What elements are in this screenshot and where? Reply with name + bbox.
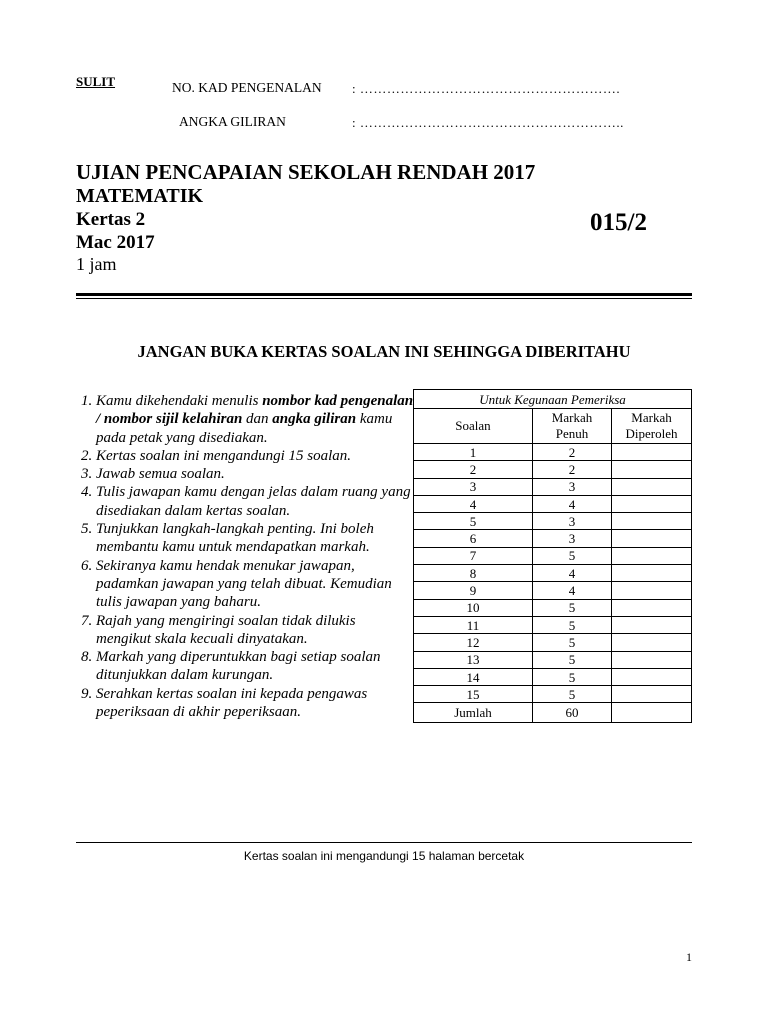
full-marks-cell: 5 (533, 599, 612, 616)
total-obtained-cell[interactable] (612, 703, 692, 723)
question-number-cell: 10 (414, 599, 533, 616)
obtained-marks-cell[interactable] (612, 444, 692, 461)
instruction-emphasis: angka giliran (272, 411, 357, 428)
table-row (414, 495, 692, 512)
question-number-cell: 2 (414, 461, 533, 478)
full-marks-cell: 3 (533, 530, 612, 547)
subject-title: MATEMATIK (76, 185, 204, 207)
question-number-cell: 13 (414, 651, 533, 668)
question-number-cell: 11 (414, 616, 533, 633)
obtained-marks-cell[interactable] (612, 616, 692, 633)
instruction-emphasis: nombor kad pengenalan / nombor sijil kelahiran (96, 393, 414, 428)
obtained-marks-cell[interactable] (612, 478, 692, 495)
instruction-item (96, 612, 414, 649)
question-number-cell: 14 (414, 668, 533, 685)
header-divider-thin (76, 298, 692, 299)
full-marks-cell: 3 (533, 513, 612, 530)
exam-duration: 1 jam (76, 254, 117, 274)
table-row (414, 582, 692, 599)
full-marks-cell: 4 (533, 495, 612, 512)
col-header-obtained-line1: Markah (631, 410, 672, 425)
obtained-marks-cell[interactable] (612, 599, 692, 616)
full-marks-cell: 5 (533, 547, 612, 564)
question-number-cell: 5 (414, 513, 533, 530)
id-number-label: NO. KAD PENGENALAN (172, 80, 322, 95)
total-label-cell: Jumlah (414, 703, 533, 723)
question-number-cell: 9 (414, 582, 533, 599)
question-number-cell: 1 (414, 444, 533, 461)
instruction-text: Rajah yang mengiringi soalan tidak dilukis mengikut skala kecuali dinyatakan. (96, 612, 356, 647)
full-marks-cell: 5 (533, 686, 612, 703)
total-value-cell: 60 (533, 703, 612, 723)
instruction-item (96, 557, 414, 612)
obtained-marks-cell[interactable] (612, 547, 692, 564)
question-number-cell: 4 (414, 495, 533, 512)
instructions-list (76, 392, 414, 721)
turn-number-field[interactable]: : ………………………………………………….. (352, 115, 624, 130)
question-number-cell: 6 (414, 530, 533, 547)
instruction-text: Jawab semua soalan. (96, 466, 225, 483)
total-row (414, 703, 692, 723)
instruction-item (96, 520, 414, 557)
question-number-cell: 3 (414, 478, 533, 495)
col-header-obtained-line2: Diperoleh (625, 426, 678, 441)
full-marks-cell: 5 (533, 616, 612, 633)
examiner-table (413, 389, 692, 723)
obtained-marks-cell[interactable] (612, 513, 692, 530)
table-row (414, 478, 692, 495)
obtained-marks-cell[interactable] (612, 565, 692, 582)
full-marks-cell: 5 (533, 634, 612, 651)
table-row (414, 599, 692, 616)
instruction-text: Serahkan kertas soalan ini kepada pengawas peperiksaan di akhir peperiksaan. (96, 685, 368, 721)
table-caption: Untuk Kegunaan Pemeriksa (414, 390, 692, 409)
paper-code: 015/2 (590, 209, 647, 236)
instruction-item (96, 465, 414, 483)
full-marks-cell: 4 (533, 582, 612, 599)
instruction-text: Tulis jawapan kamu dengan jelas dalam ruang yang disediakan dalam kertas soalan. (96, 484, 411, 519)
table-row (414, 616, 692, 633)
col-header-full-marks-line2: Penuh (555, 426, 589, 441)
instruction-text: Kamu dikehendaki menulis (96, 393, 263, 409)
instruction-text: kamu pada petak yang disediakan. (96, 411, 393, 446)
table-row (414, 444, 692, 461)
table-row (414, 530, 692, 547)
col-header-obtained-marks (612, 409, 692, 444)
obtained-marks-cell[interactable] (612, 530, 692, 547)
table-row (414, 651, 692, 668)
paper-number: Kertas 2 (76, 209, 146, 230)
instruction-item (96, 483, 414, 520)
exam-title: UJIAN PENCAPAIAN SEKOLAH RENDAH 2017 (76, 160, 536, 184)
full-marks-cell: 5 (533, 651, 612, 668)
table-row (414, 547, 692, 564)
obtained-marks-cell[interactable] (612, 634, 692, 651)
instruction-text: Sekiranya kamu hendak menukar jawapan, padamkan jawapan yang telah dibuat. Kemudian tulis jawapan yang baharu. (96, 557, 392, 611)
full-marks-cell: 2 (533, 461, 612, 478)
obtained-marks-cell[interactable] (612, 582, 692, 599)
instruction-text: Markah yang diperuntukkan bagi setiap soalan ditunjukkan dalam kurungan. (96, 649, 381, 684)
table-row (414, 513, 692, 530)
obtained-marks-cell[interactable] (612, 651, 692, 668)
instruction-text: Tunjukkan langkah-langkah penting. Ini boleh membantu kamu untuk mendapatkan markah. (96, 521, 374, 556)
instruction-item (96, 447, 414, 465)
instruction-item (96, 648, 414, 685)
full-marks-cell: 2 (533, 444, 612, 461)
table-row (414, 686, 692, 703)
table-row (414, 461, 692, 478)
obtained-marks-cell[interactable] (612, 495, 692, 512)
obtained-marks-cell[interactable] (612, 686, 692, 703)
instruction-text: Kertas soalan ini mengandungi 15 soalan. (96, 447, 352, 464)
warning-text: JANGAN BUKA KERTAS SOALAN INI SEHINGGA DIBERITAHU (137, 342, 631, 361)
full-marks-cell: 3 (533, 478, 612, 495)
full-marks-cell: 4 (533, 565, 612, 582)
instruction-item (96, 685, 414, 722)
obtained-marks-cell[interactable] (612, 461, 692, 478)
full-marks-cell: 5 (533, 668, 612, 685)
col-header-full-marks (533, 409, 612, 444)
question-number-cell: 7 (414, 547, 533, 564)
question-number-cell: 12 (414, 634, 533, 651)
table-row (414, 634, 692, 651)
footer-divider (76, 842, 692, 843)
turn-number-label: ANGKA GILIRAN (179, 114, 286, 129)
col-header-full-marks-line1: Markah (551, 410, 593, 425)
page-count-note: Kertas soalan ini mengandungi 15 halaman bercetak (243, 849, 525, 863)
instruction-text: dan (242, 411, 273, 428)
id-number-field[interactable]: : …………………………………………………. (352, 81, 621, 96)
sulit-label: SULIT (76, 74, 116, 89)
table-row (414, 565, 692, 582)
table-row (414, 668, 692, 685)
header-divider-thick (76, 293, 692, 296)
question-number-cell: 15 (414, 686, 533, 703)
col-header-question: Soalan (414, 409, 533, 444)
exam-date: Mac 2017 (76, 232, 155, 253)
page-number: 1 (686, 950, 692, 964)
obtained-marks-cell[interactable] (612, 668, 692, 685)
question-number-cell: 8 (414, 565, 533, 582)
instruction-item (96, 392, 414, 447)
